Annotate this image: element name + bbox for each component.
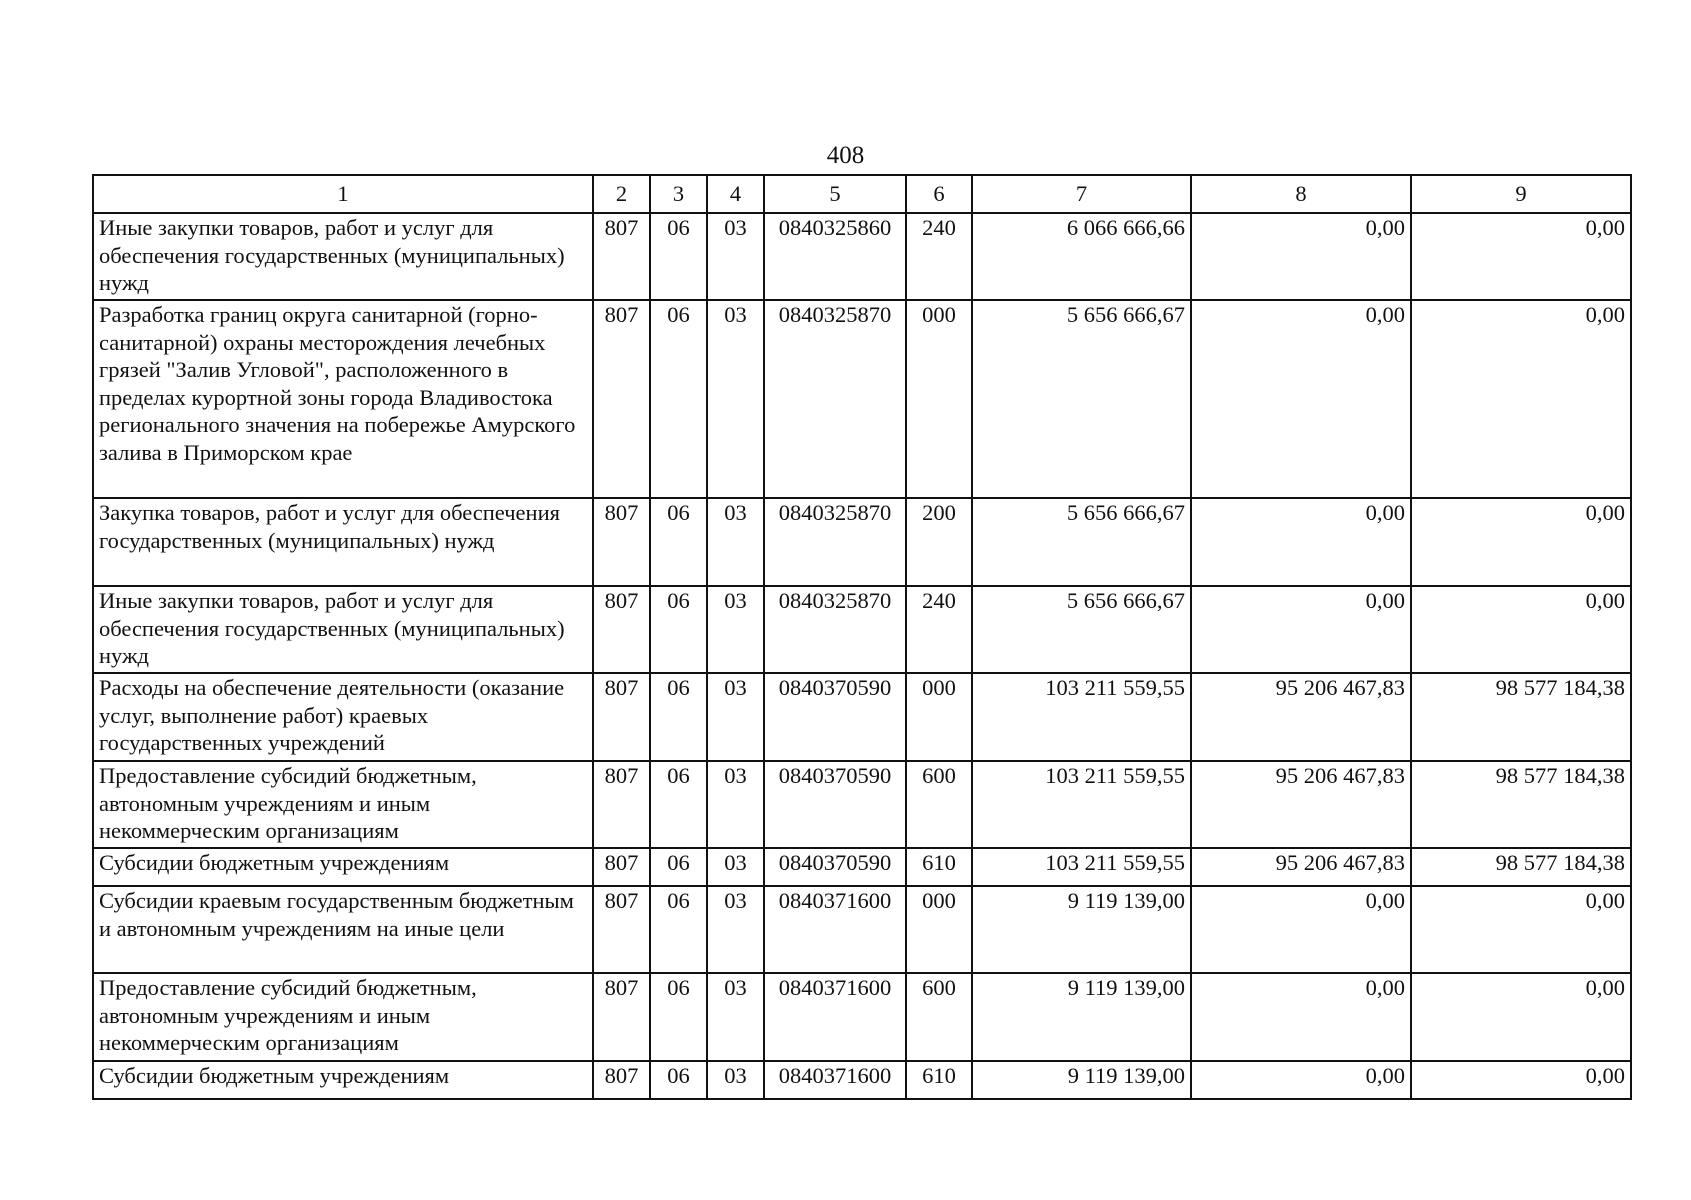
ministry-code: 807 (593, 586, 650, 673)
amount-col9: 0,00 (1411, 1061, 1631, 1099)
ministry-code: 807 (593, 761, 650, 848)
table-row (93, 848, 1631, 886)
table-row (93, 300, 1631, 498)
amount-col7: 5 656 666,67 (972, 300, 1191, 498)
amount-col9: 0,00 (1411, 586, 1631, 673)
amount-col8: 95 206 467,83 (1191, 761, 1411, 848)
row-name: Предоставление субсидий бюджетным, автономным учреждениям и иным некоммерческим организациям (93, 973, 593, 1061)
section-code: 06 (650, 886, 707, 973)
row-name: Расходы на обеспечение деятельности (оказание услуг, выполнение работ) краевых государственных учреждений (93, 673, 593, 761)
row-name: Субсидии краевым государственным бюджетным и автономным учреждениям на иные цели (93, 886, 593, 973)
row-name: Предоставление субсидий бюджетным, автономным учреждениям и иным некоммерческим организациям (93, 761, 593, 848)
target-article-code: 0840370590 (764, 673, 906, 761)
amount-col8: 95 206 467,83 (1191, 848, 1411, 886)
amount-col9: 98 577 184,38 (1411, 673, 1631, 761)
column-header: 2 (593, 175, 650, 213)
ministry-code: 807 (593, 1061, 650, 1099)
target-article-code: 0840325870 (764, 498, 906, 586)
subsection-code: 03 (707, 973, 764, 1061)
ministry-code: 807 (593, 886, 650, 973)
amount-col9: 98 577 184,38 (1411, 761, 1631, 848)
amount-col7: 9 119 139,00 (972, 886, 1191, 973)
ministry-code: 807 (593, 213, 650, 300)
amount-col8: 0,00 (1191, 213, 1411, 300)
table-header-row (93, 175, 1631, 213)
target-article-code: 0840371600 (764, 886, 906, 973)
row-name: Разработка границ округа санитарной (горно-санитарной) охраны месторождения лечебных грязей "Залив Угловой", расположенного в пределах курортной зоны города Владивостока регионального значения на побережье Амурского залива в Приморском крае (93, 300, 593, 498)
amount-col7: 5 656 666,67 (972, 586, 1191, 673)
column-header: 7 (972, 175, 1191, 213)
amount-col9: 0,00 (1411, 886, 1631, 973)
target-article-code: 0840371600 (764, 973, 906, 1061)
section-code: 06 (650, 498, 707, 586)
expense-type-code: 000 (906, 300, 972, 498)
page-number: 408 (826, 142, 865, 169)
expense-type-code: 000 (906, 886, 972, 973)
column-header: 1 (93, 175, 593, 213)
target-article-code: 0840370590 (764, 761, 906, 848)
amount-col9: 0,00 (1411, 498, 1631, 586)
amount-col7: 5 656 666,67 (972, 498, 1191, 586)
table-row (93, 973, 1631, 1061)
amount-col9: 98 577 184,38 (1411, 848, 1631, 886)
amount-col8: 0,00 (1191, 886, 1411, 973)
table-row (93, 213, 1631, 300)
table-row (93, 673, 1631, 761)
expense-type-code: 000 (906, 673, 972, 761)
amount-col9: 0,00 (1411, 300, 1631, 498)
amount-col9: 0,00 (1411, 213, 1631, 300)
expense-type-code: 610 (906, 1061, 972, 1099)
table-row (93, 586, 1631, 673)
target-article-code: 0840371600 (764, 1061, 906, 1099)
amount-col7: 103 211 559,55 (972, 761, 1191, 848)
target-article-code: 0840325870 (764, 586, 906, 673)
row-name: Закупка товаров, работ и услуг для обеспечения государственных (муниципальных) нужд (93, 498, 593, 586)
amount-col8: 95 206 467,83 (1191, 673, 1411, 761)
column-header: 9 (1411, 175, 1631, 213)
section-code: 06 (650, 213, 707, 300)
amount-col7: 9 119 139,00 (972, 973, 1191, 1061)
target-article-code: 0840370590 (764, 848, 906, 886)
section-code: 06 (650, 1061, 707, 1099)
budget-table (92, 174, 1632, 1100)
expense-type-code: 240 (906, 586, 972, 673)
ministry-code: 807 (593, 498, 650, 586)
table-row (93, 761, 1631, 848)
subsection-code: 03 (707, 1061, 764, 1099)
subsection-code: 03 (707, 586, 764, 673)
table-row (93, 886, 1631, 973)
expense-type-code: 600 (906, 761, 972, 848)
subsection-code: 03 (707, 886, 764, 973)
amount-col9: 0,00 (1411, 973, 1631, 1061)
amount-col8: 0,00 (1191, 498, 1411, 586)
section-code: 06 (650, 761, 707, 848)
amount-col7: 9 119 139,00 (972, 1061, 1191, 1099)
column-header: 4 (707, 175, 764, 213)
section-code: 06 (650, 300, 707, 498)
subsection-code: 03 (707, 848, 764, 886)
amount-col8: 0,00 (1191, 300, 1411, 498)
column-header: 5 (764, 175, 906, 213)
ministry-code: 807 (593, 848, 650, 886)
row-name: Иные закупки товаров, работ и услуг для обеспечения государственных (муниципальных) нужд (93, 213, 593, 300)
expense-type-code: 600 (906, 973, 972, 1061)
section-code: 06 (650, 848, 707, 886)
expense-type-code: 240 (906, 213, 972, 300)
ministry-code: 807 (593, 300, 650, 498)
row-name: Иные закупки товаров, работ и услуг для обеспечения государственных (муниципальных) нужд (93, 586, 593, 673)
expense-type-code: 200 (906, 498, 972, 586)
subsection-code: 03 (707, 213, 764, 300)
section-code: 06 (650, 586, 707, 673)
table-row (93, 1061, 1631, 1099)
amount-col8: 0,00 (1191, 1061, 1411, 1099)
column-header: 6 (906, 175, 972, 213)
amount-col8: 0,00 (1191, 973, 1411, 1061)
subsection-code: 03 (707, 498, 764, 586)
ministry-code: 807 (593, 673, 650, 761)
subsection-code: 03 (707, 673, 764, 761)
section-code: 06 (650, 973, 707, 1061)
column-header: 8 (1191, 175, 1411, 213)
amount-col7: 103 211 559,55 (972, 673, 1191, 761)
amount-col7: 103 211 559,55 (972, 848, 1191, 886)
target-article-code: 0840325860 (764, 213, 906, 300)
row-name: Субсидии бюджетным учреждениям (93, 1061, 593, 1099)
ministry-code: 807 (593, 973, 650, 1061)
section-code: 06 (650, 673, 707, 761)
table-row (93, 498, 1631, 586)
column-header: 3 (650, 175, 707, 213)
expense-type-code: 610 (906, 848, 972, 886)
amount-col8: 0,00 (1191, 586, 1411, 673)
target-article-code: 0840325870 (764, 300, 906, 498)
amount-col7: 6 066 666,66 (972, 213, 1191, 300)
row-name: Субсидии бюджетным учреждениям (93, 848, 593, 886)
subsection-code: 03 (707, 300, 764, 498)
subsection-code: 03 (707, 761, 764, 848)
